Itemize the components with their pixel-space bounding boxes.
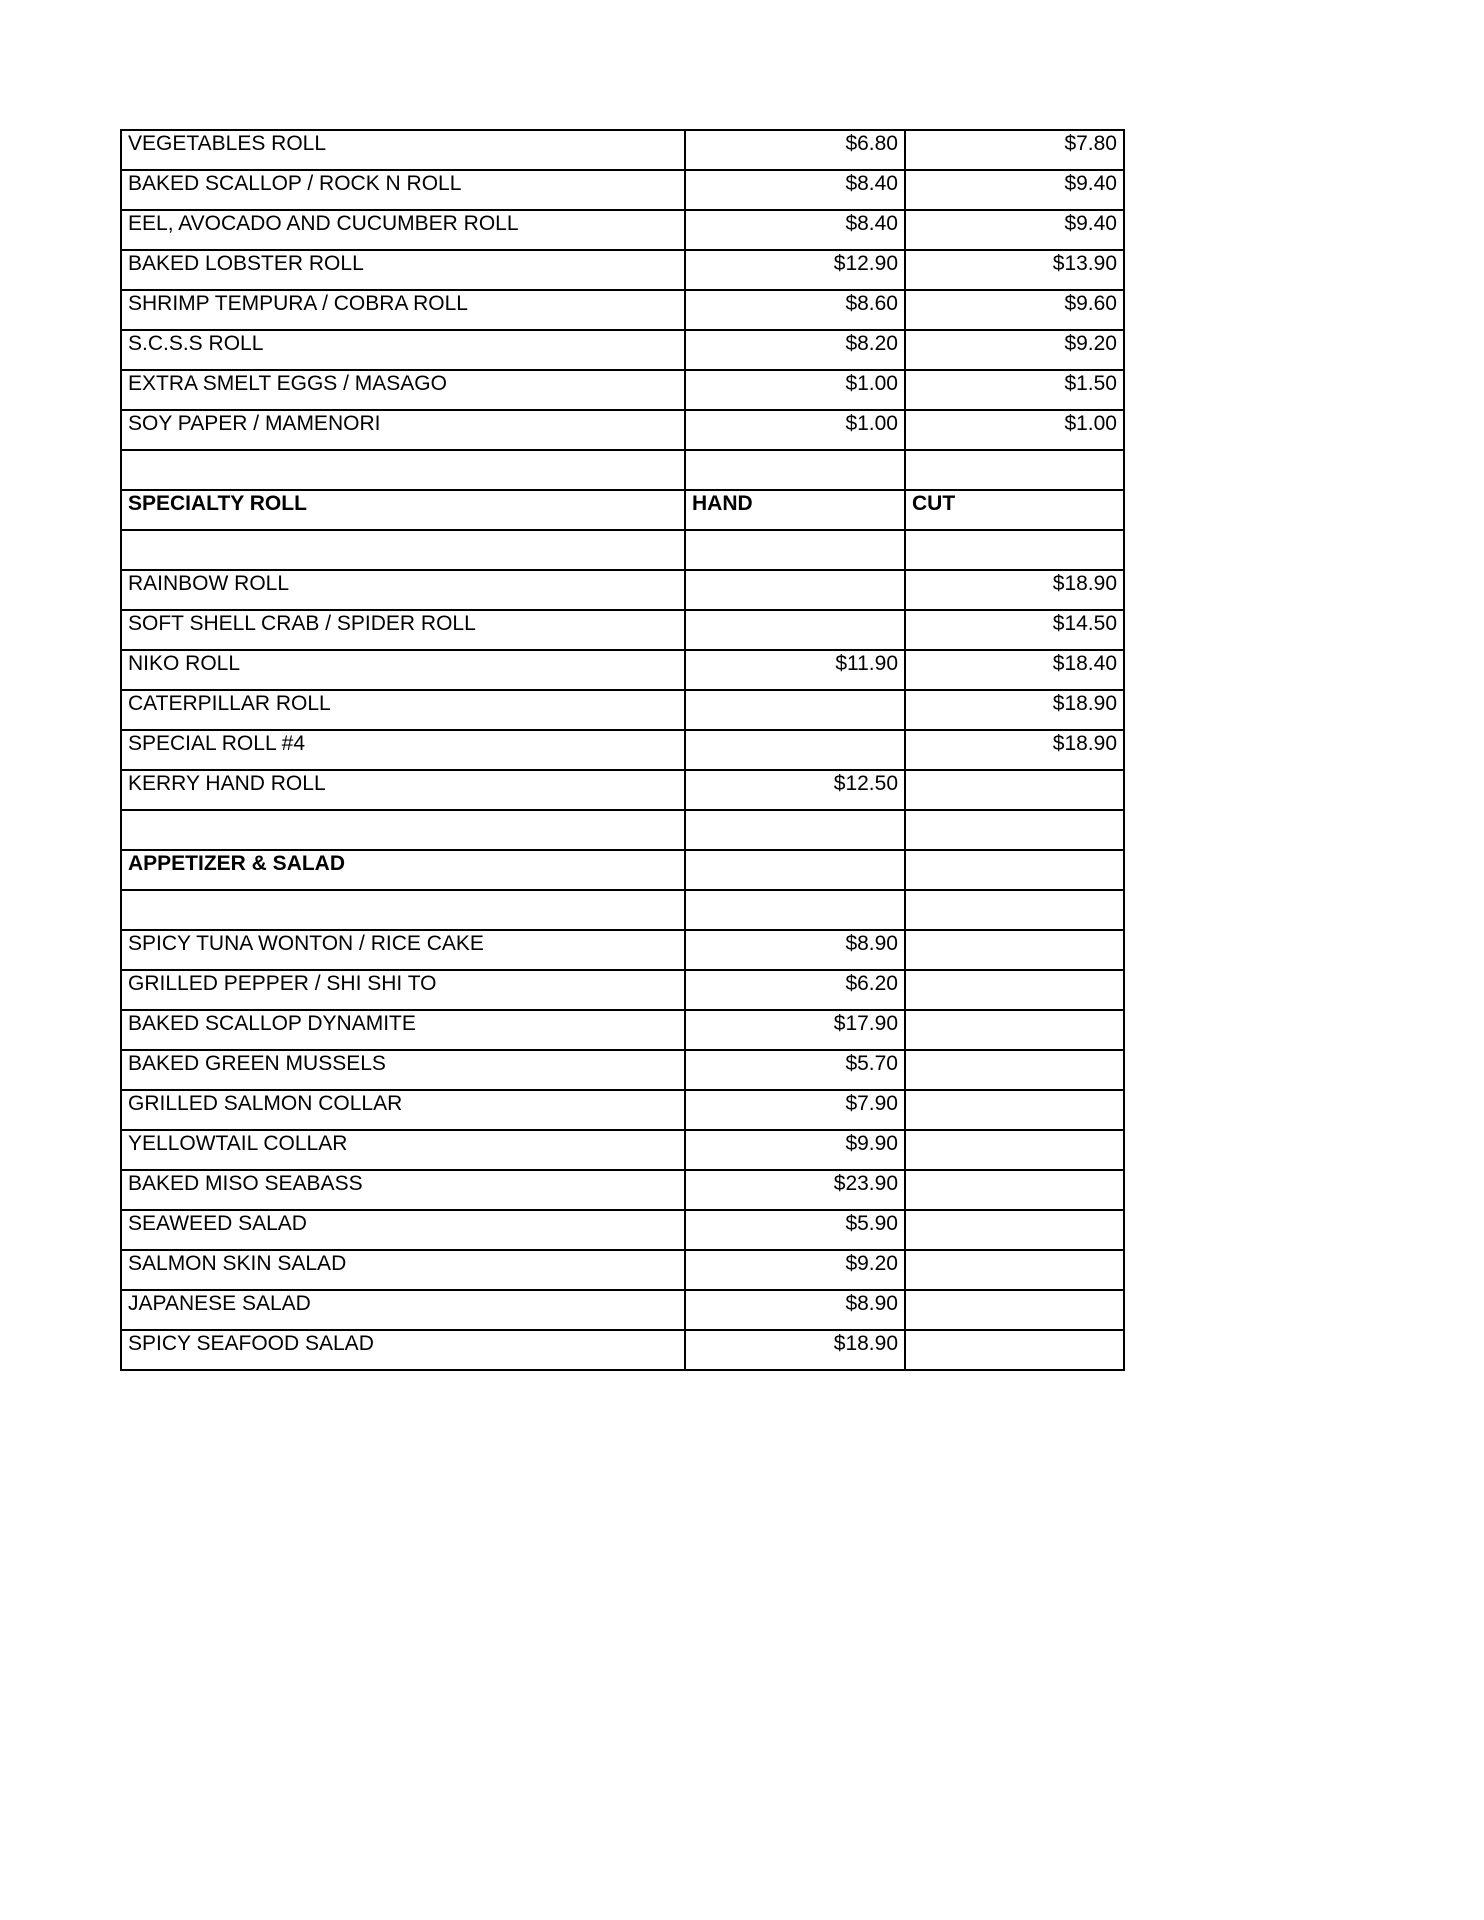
item-name: SEAWEED SALAD (121, 1210, 685, 1250)
price-hand: $8.60 (685, 290, 905, 330)
price-cut (905, 1290, 1124, 1330)
section-header-row (121, 490, 1124, 530)
empty-cell (905, 810, 1124, 850)
column-header-hand: HAND (685, 490, 905, 530)
column-header-hand (685, 850, 905, 890)
empty-cell (905, 890, 1124, 930)
column-header-cut (905, 850, 1124, 890)
item-name: VEGETABLES ROLL (121, 130, 685, 170)
item-name: BAKED MISO SEABASS (121, 1170, 685, 1210)
menu-item-row (121, 1330, 1124, 1370)
price-cut (905, 1130, 1124, 1170)
price-hand (685, 690, 905, 730)
item-name: EEL, AVOCADO AND CUCUMBER ROLL (121, 210, 685, 250)
item-name: SOFT SHELL CRAB / SPIDER ROLL (121, 610, 685, 650)
empty-cell (685, 890, 905, 930)
price-hand (685, 610, 905, 650)
menu-item-row (121, 730, 1124, 770)
price-hand: $1.00 (685, 410, 905, 450)
price-hand: $6.80 (685, 130, 905, 170)
item-name: JAPANESE SALAD (121, 1290, 685, 1330)
menu-item-row (121, 1290, 1124, 1330)
empty-cell (121, 810, 685, 850)
price-cut (905, 1090, 1124, 1130)
menu-item-row (121, 170, 1124, 210)
item-name: BAKED SCALLOP / ROCK N ROLL (121, 170, 685, 210)
price-hand: $6.20 (685, 970, 905, 1010)
price-cut (905, 1250, 1124, 1290)
price-cut: $14.50 (905, 610, 1124, 650)
price-hand: $1.00 (685, 370, 905, 410)
item-name: SHRIMP TEMPURA / COBRA ROLL (121, 290, 685, 330)
price-hand: $11.90 (685, 650, 905, 690)
price-cut (905, 1210, 1124, 1250)
item-name: GRILLED PEPPER / SHI SHI TO (121, 970, 685, 1010)
price-hand: $23.90 (685, 1170, 905, 1210)
price-hand: $12.50 (685, 770, 905, 810)
price-cut: $18.90 (905, 690, 1124, 730)
price-hand: $8.90 (685, 1290, 905, 1330)
menu-item-row (121, 650, 1124, 690)
menu-item-row (121, 570, 1124, 610)
price-hand: $5.90 (685, 1210, 905, 1250)
empty-cell (685, 450, 905, 490)
menu-item-row (121, 1010, 1124, 1050)
menu-item-row (121, 1210, 1124, 1250)
price-hand: $12.90 (685, 250, 905, 290)
blank-row (121, 530, 1124, 570)
price-hand: $5.70 (685, 1050, 905, 1090)
price-cut: $7.80 (905, 130, 1124, 170)
blank-row (121, 890, 1124, 930)
item-name: CATERPILLAR ROLL (121, 690, 685, 730)
item-name: SPICY TUNA WONTON / RICE CAKE (121, 930, 685, 970)
menu-item-row (121, 130, 1124, 170)
item-name: SPECIAL ROLL #4 (121, 730, 685, 770)
price-cut (905, 1010, 1124, 1050)
menu-item-row (121, 330, 1124, 370)
price-hand: $7.90 (685, 1090, 905, 1130)
item-name: KERRY HAND ROLL (121, 770, 685, 810)
price-hand: $8.40 (685, 170, 905, 210)
item-name: GRILLED SALMON COLLAR (121, 1090, 685, 1130)
menu-item-row (121, 1170, 1124, 1210)
empty-cell (905, 450, 1124, 490)
price-cut: $18.90 (905, 570, 1124, 610)
price-cut: $9.40 (905, 210, 1124, 250)
price-cut: $1.50 (905, 370, 1124, 410)
item-name: NIKO ROLL (121, 650, 685, 690)
menu-item-row (121, 690, 1124, 730)
item-name: BAKED LOBSTER ROLL (121, 250, 685, 290)
section-title: SPECIALTY ROLL (121, 490, 685, 530)
empty-cell (685, 530, 905, 570)
price-hand: $9.20 (685, 1250, 905, 1290)
menu-item-row (121, 370, 1124, 410)
menu-item-row (121, 970, 1124, 1010)
menu-price-table (120, 129, 1125, 1371)
price-cut (905, 1330, 1124, 1370)
price-cut: $18.90 (905, 730, 1124, 770)
empty-cell (121, 450, 685, 490)
price-hand: $9.90 (685, 1130, 905, 1170)
menu-item-row (121, 1250, 1124, 1290)
menu-item-row (121, 250, 1124, 290)
empty-cell (685, 810, 905, 850)
menu-item-row (121, 770, 1124, 810)
price-hand (685, 730, 905, 770)
item-name: EXTRA SMELT EGGS / MASAGO (121, 370, 685, 410)
menu-item-row (121, 210, 1124, 250)
price-cut (905, 1050, 1124, 1090)
section-title: APPETIZER & SALAD (121, 850, 685, 890)
item-name: BAKED GREEN MUSSELS (121, 1050, 685, 1090)
item-name: SOY PAPER / MAMENORI (121, 410, 685, 450)
blank-row (121, 450, 1124, 490)
price-cut (905, 1170, 1124, 1210)
price-hand: $8.90 (685, 930, 905, 970)
column-header-cut: CUT (905, 490, 1124, 530)
price-cut (905, 970, 1124, 1010)
price-hand: $18.90 (685, 1330, 905, 1370)
price-hand: $17.90 (685, 1010, 905, 1050)
menu-item-row (121, 1050, 1124, 1090)
price-hand (685, 570, 905, 610)
menu-item-row (121, 290, 1124, 330)
menu-item-row (121, 1130, 1124, 1170)
menu-table-body (121, 130, 1124, 1370)
item-name: BAKED SCALLOP DYNAMITE (121, 1010, 685, 1050)
section-header-row (121, 850, 1124, 890)
price-cut: $9.40 (905, 170, 1124, 210)
price-cut: $1.00 (905, 410, 1124, 450)
item-name: SALMON SKIN SALAD (121, 1250, 685, 1290)
empty-cell (905, 530, 1124, 570)
menu-item-row (121, 930, 1124, 970)
price-hand: $8.20 (685, 330, 905, 370)
empty-cell (121, 890, 685, 930)
price-cut: $9.60 (905, 290, 1124, 330)
menu-item-row (121, 410, 1124, 450)
price-cut: $13.90 (905, 250, 1124, 290)
item-name: SPICY SEAFOOD SALAD (121, 1330, 685, 1370)
menu-item-row (121, 610, 1124, 650)
price-cut: $9.20 (905, 330, 1124, 370)
price-cut (905, 770, 1124, 810)
price-hand: $8.40 (685, 210, 905, 250)
item-name: S.C.S.S ROLL (121, 330, 685, 370)
item-name: YELLOWTAIL COLLAR (121, 1130, 685, 1170)
item-name: RAINBOW ROLL (121, 570, 685, 610)
empty-cell (121, 530, 685, 570)
price-cut (905, 930, 1124, 970)
blank-row (121, 810, 1124, 850)
price-cut: $18.40 (905, 650, 1124, 690)
menu-item-row (121, 1090, 1124, 1130)
